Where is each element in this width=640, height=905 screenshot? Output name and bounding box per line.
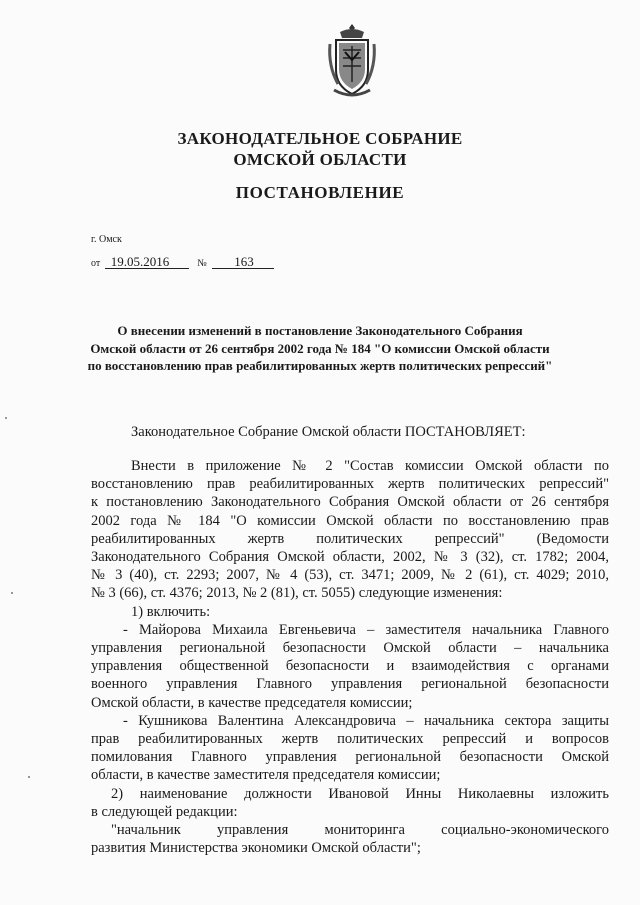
body-line: - Кушникова Валентина Александровича – начальника сектора защиты [123, 712, 609, 729]
body-line: развития Министерства экономики Омской области"; [91, 840, 421, 857]
body-line: к постановлению Законодательного Собрания Омской области от 26 сентября [91, 494, 609, 511]
subject-line: по восстановлению прав реабилитированных жертв политических репрессий" [87, 358, 553, 373]
organization-name-line1: ЗАКОНОДАТЕЛЬНОЕ СОБРАНИЕ [177, 129, 463, 148]
body-line: в следующей редакции: [91, 803, 238, 820]
body-line: Внести в приложение № 2 "Состав комиссии Омской области по [131, 458, 609, 474]
document-subject [40, 322, 600, 375]
body-line: управления общественной безопасности и взаимодействия с органами [91, 658, 609, 675]
preamble: Законодательное Собрание Омской области ПОСТАНОВЛЯЕТ: [131, 424, 526, 440]
body-line: управления региональной безопасности Омской области – начальника [91, 640, 609, 657]
date-prefix: от [91, 258, 101, 269]
date-number-line [91, 255, 274, 269]
body-line: 1) включить: [131, 603, 211, 620]
body-line: Законодательного Собрания Омской области, 2002, № 3 (32), ст. 1782; 2004, [91, 549, 609, 566]
body-line: прав реабилитированных жертв политических репрессий и вопросов [91, 731, 609, 748]
body-line: области, в качестве заместителя председателя комиссии; [91, 767, 441, 784]
body-line: - Майорова Михаила Евгеньевича – заместителя начальника Главного [123, 621, 609, 638]
body-line: "начальник управления мониторинга социально-экономического [111, 822, 609, 839]
document-type: ПОСТАНОВЛЕНИЕ [235, 183, 405, 202]
body-line: восстановлению прав реабилитированных жертв политических репрессий" [91, 476, 609, 493]
subject-line: О внесении изменений в постановление Законодательного Собрания [117, 323, 523, 338]
body-line: 2002 года № 184 "О комиссии Омской области по восстановлению прав [91, 512, 609, 529]
scan-speck [28, 776, 30, 778]
subject-line: Омской области от 26 сентября 2002 года № 184 "О комиссии Омской области [90, 340, 550, 356]
document-body [91, 457, 609, 857]
body-line: военного управления Главного управления региональной безопасности [91, 676, 609, 693]
omsk-region-coat-of-arms [326, 22, 378, 102]
scan-speck [11, 592, 13, 594]
body-line: реабилитированных жертв политических репрессий" (Ведомости [91, 530, 609, 547]
organization-name-line2: ОМСКОЙ ОБЛАСТИ [233, 150, 407, 169]
body-line: Омской области, в качестве председателя комиссии; [91, 694, 413, 711]
scan-speck [5, 417, 7, 419]
body-line: 2) наименование должности Ивановой Инны Николаевны изложить [111, 785, 609, 802]
city: г. Омск [91, 234, 122, 245]
body-line: помилования Главного управления региональной безопасности Омской [91, 749, 609, 766]
number-prefix: № [197, 258, 207, 269]
body-line: № 3 (66), ст. 4376; 2013, № 2 (81), ст. 5055) следующие изменения: [91, 585, 503, 602]
body-line: № 3 (40), ст. 2293; 2007, № 4 (53), ст. 3471; 2009, № 2 (61), ст. 4029; 2010, [91, 567, 609, 584]
document-date: 19.05.2016 [105, 255, 189, 269]
document-number: 163 [212, 255, 274, 269]
